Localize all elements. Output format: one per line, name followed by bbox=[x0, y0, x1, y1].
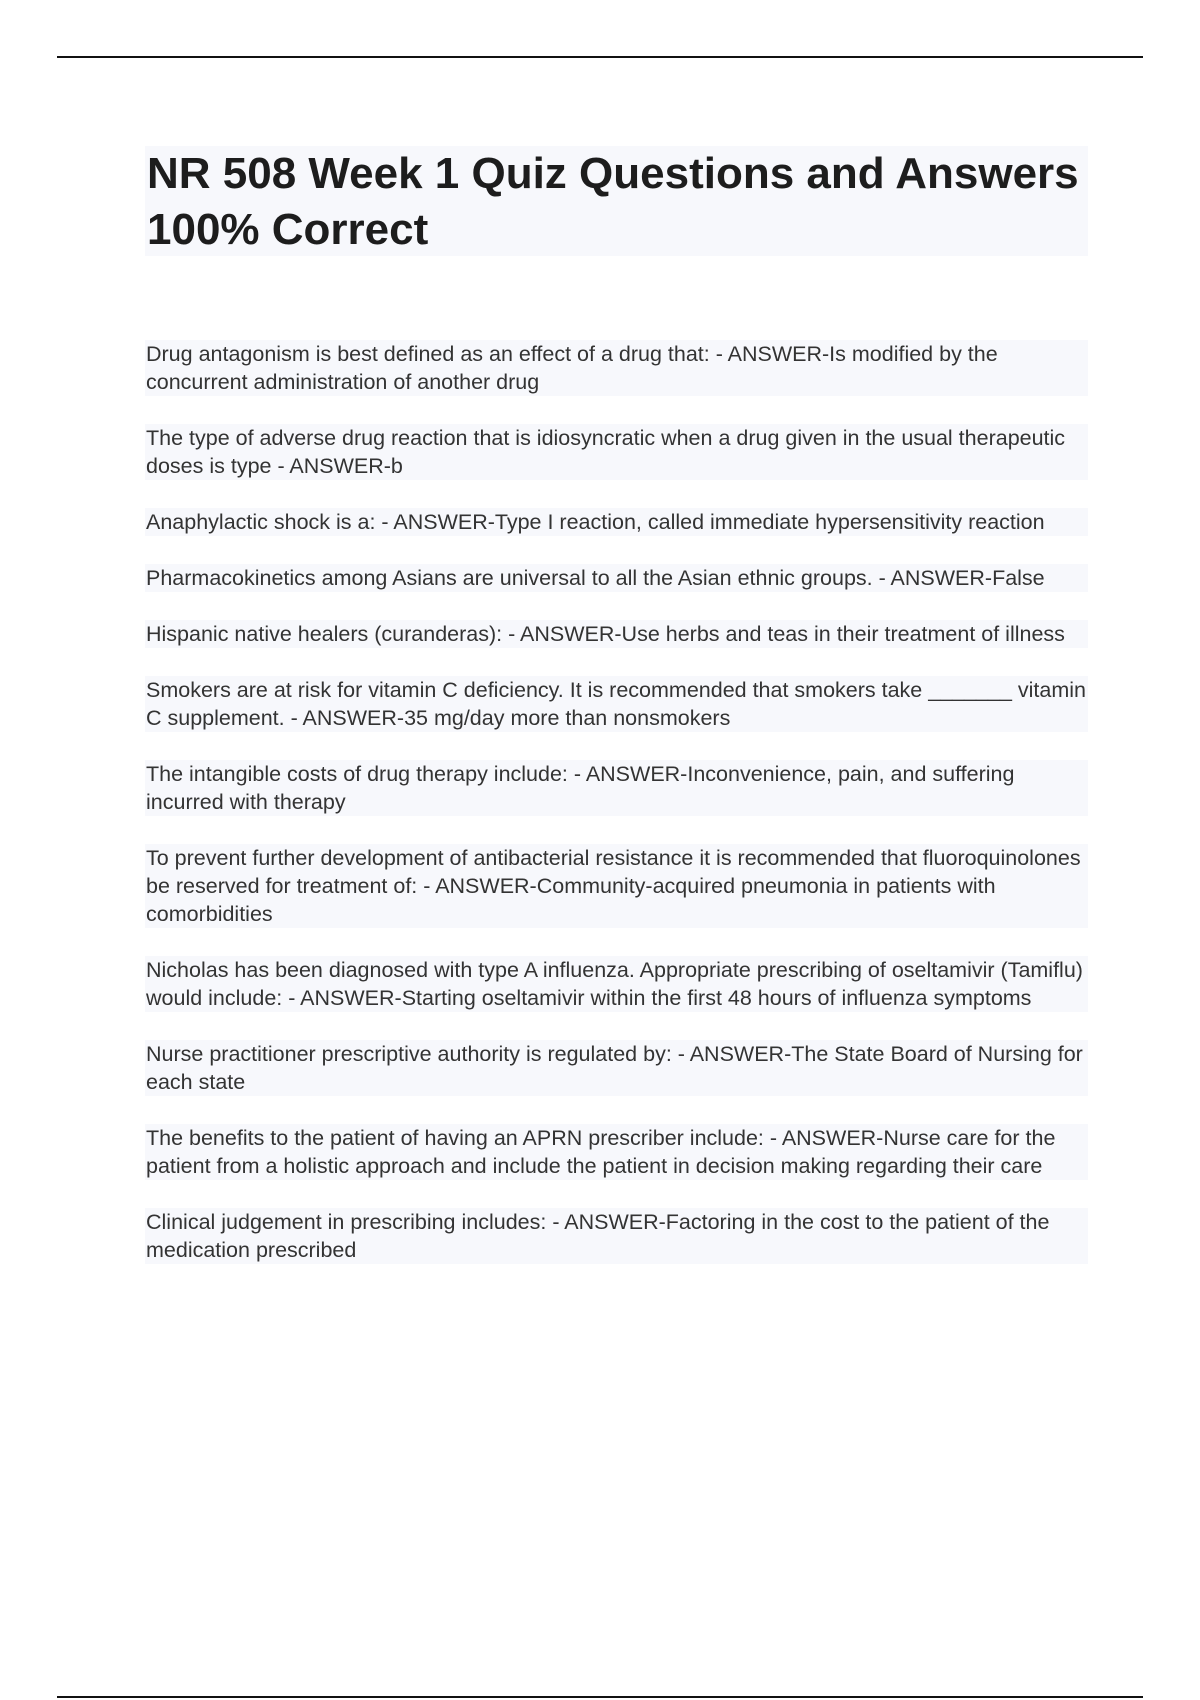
document-title: NR 508 Week 1 Quiz Questions and Answers 100% Correct bbox=[147, 149, 1079, 254]
qa-list bbox=[145, 340, 1088, 1292]
qa-item-9: Nicholas has been diagnosed with type A influenza. Appropriate prescribing of oseltamivir (Tamiflu) would include: - ANSWER-Starting oseltamivir within the first 48 hours of influenza symptoms bbox=[145, 956, 1088, 1012]
top-rule bbox=[57, 56, 1143, 58]
qa-item-4: Pharmacokinetics among Asians are universal to all the Asian ethnic groups. - ANSWER-False bbox=[145, 564, 1088, 592]
qa-item-3: Anaphylactic shock is a: - ANSWER-Type I reaction, called immediate hypersensitivity reaction bbox=[145, 508, 1088, 536]
qa-item-5: Hispanic native healers (curanderas): - ANSWER-Use herbs and teas in their treatment of illness bbox=[145, 620, 1088, 648]
qa-item-11: The benefits to the patient of having an APRN prescriber include: - ANSWER-Nurse care for the patient from a holistic approach and include the patient in decision making regarding their care bbox=[145, 1124, 1088, 1180]
qa-item-6: Smokers are at risk for vitamin C deficiency. It is recommended that smokers take _______ vitamin C supplement. - ANSWER-35 mg/day more than nonsmokers bbox=[146, 678, 1087, 730]
title-block bbox=[145, 146, 1088, 256]
qa-item-7: The intangible costs of drug therapy include: - ANSWER-Inconvenience, pain, and suffering incurred with therapy bbox=[145, 760, 1088, 816]
qa-item-2: The type of adverse drug reaction that is idiosyncratic when a drug given in the usual therapeutic doses is type - ANSWER-b bbox=[145, 424, 1088, 480]
qa-item-12: Clinical judgement in prescribing includes: - ANSWER-Factoring in the cost to the patient of the medication prescribed bbox=[145, 1208, 1088, 1264]
qa-item-8: To prevent further development of antibacterial resistance it is recommended that fluoroquinolones be reserved for treatment of: - ANSWER-Community-acquired pneumonia in patients with comorbidities bbox=[145, 844, 1088, 928]
qa-item-10: Nurse practitioner prescriptive authority is regulated by: - ANSWER-The State Board of Nursing for each state bbox=[145, 1040, 1088, 1096]
bottom-rule bbox=[57, 1696, 1143, 1698]
qa-item-1: Drug antagonism is best defined as an effect of a drug that: - ANSWER-Is modified by the concurrent administration of another drug bbox=[145, 340, 1088, 396]
